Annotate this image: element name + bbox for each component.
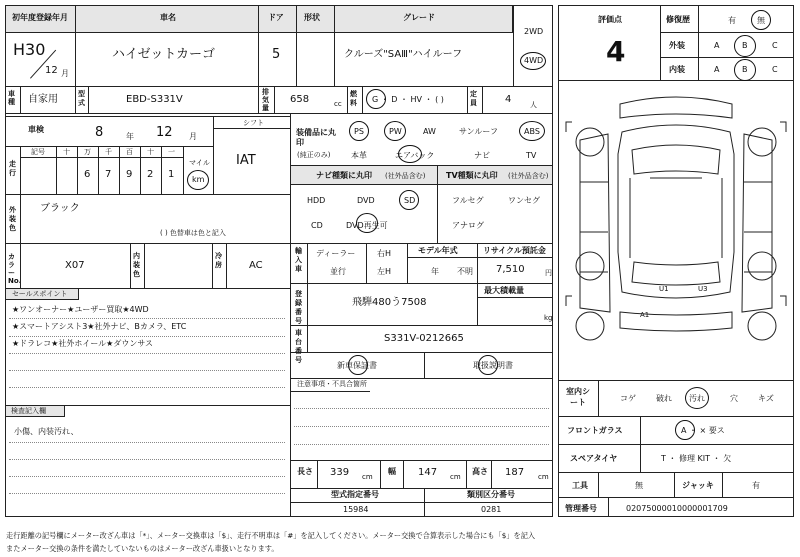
recycle-unit: 円 (545, 269, 552, 277)
header-row (5, 5, 513, 33)
model-value: EBD-S331V (126, 94, 183, 105)
sales-point-line-1: ★ワンオーナー★ユーザー買取★4WD (12, 305, 149, 314)
tools-label: 工具 (572, 481, 588, 490)
model-year-label: モデル年式 (418, 246, 458, 255)
windshield-label: フロントガラス (567, 426, 623, 435)
mileage-head-0: 記号 (31, 148, 45, 156)
category-no-value: 0281 (481, 505, 502, 514)
mileage-digit-6: 1 (168, 169, 175, 180)
color-no-value: X07 (65, 260, 85, 271)
navi-small: (社外品含む) (385, 172, 426, 180)
navi-cd: CD (311, 221, 323, 230)
mileage-head-5: 十 (147, 148, 154, 156)
new-warranty: 新車保証書 (337, 361, 377, 370)
model-year-unit: 年 (431, 267, 439, 276)
first-reg-year: H30 (13, 40, 46, 59)
mileage-head-1: 十 (63, 148, 70, 156)
navi-dvd-play: DVD再生可 (346, 221, 388, 230)
navi-sd: SD (404, 196, 416, 205)
model-year-unknown: 不明 (457, 267, 473, 276)
seat-opt-ana: 穴 (730, 394, 738, 403)
interior-a: A (714, 65, 720, 74)
navi-hdd: HDD (307, 196, 326, 205)
repair-yes: 有 (728, 16, 736, 25)
sales-point-line-3: ★ドラレコ★社外ホイール★ダウンサス (12, 339, 154, 348)
mileage-digit-2: 6 (84, 169, 91, 180)
mileage-head-2: 万 (84, 148, 91, 156)
first-reg-month-unit: 月 (61, 69, 69, 78)
tv-fullseg: フルセグ (452, 196, 484, 205)
diagram-u1: U1 (659, 285, 669, 293)
height-label: 高さ (472, 467, 488, 476)
shift-label: シフト (243, 119, 264, 127)
mgmt-value: 02075000010000001709 (626, 504, 728, 513)
capacity-label: 定員 (470, 90, 477, 107)
tv-oneseg: ワンセグ (508, 196, 540, 205)
displacement-label: 排気量 (262, 88, 269, 112)
ac-value: AC (249, 260, 263, 271)
import-dealer: ディーラー (316, 249, 356, 258)
chassis-label: 車台番号 (295, 329, 302, 364)
color-value: ブラック (40, 203, 80, 214)
interior-eval-label: 内装 (669, 65, 685, 74)
door-label: ドア (268, 13, 284, 22)
equip-sunroof: サンルーフ (459, 127, 498, 136)
interior-b: B (742, 65, 748, 74)
navi-dvd: DVD (357, 196, 375, 205)
seat-opt-koge: コゲ (620, 394, 636, 403)
grade-label: グレード (403, 13, 435, 22)
tv-small: (社外品含む) (508, 172, 549, 180)
notes-label: 注意事項・不具合箇所 (297, 380, 367, 388)
recycle-label: リサイクル預託金 (483, 246, 546, 255)
category-no-label: 類別区分番号 (467, 490, 515, 499)
fuel-options: G ・ D ・ HV ・ ( ) (372, 95, 444, 104)
inspection-year-unit: 年 (126, 132, 134, 141)
repair-no: 無 (757, 16, 765, 25)
exterior-b: B (742, 41, 748, 50)
height-unit: cm (538, 473, 549, 481)
mileage-head-6: 一 (168, 148, 175, 156)
max-load-label: 最大積載量 (484, 286, 524, 295)
equip-abs: ABS (524, 127, 540, 136)
max-load-unit: kg (544, 314, 553, 322)
type-cert-value: 15984 (343, 505, 369, 514)
ac-label: 冷房 (215, 252, 222, 269)
equip-tv: TV (526, 151, 537, 160)
seat-opt-kizu: キズ (758, 394, 774, 403)
car-body-diagram (560, 82, 792, 378)
interior-c: C (772, 65, 778, 74)
displacement-value: 658 (290, 94, 310, 105)
inspection-month: 12 (156, 125, 173, 140)
inspection-month-unit: 月 (189, 132, 197, 141)
equipment-sublabel: (純正のみ) (297, 151, 331, 159)
chassis-value: S331V-0212665 (384, 333, 464, 344)
drive-2wd: 2WD (524, 27, 544, 36)
fuel-label: 燃料 (350, 90, 357, 107)
car-name: ハイゼットカーゴ (112, 47, 215, 62)
registration-value: 飛騨480う7508 (352, 297, 427, 308)
navi-label: ナビ種類に丸印 (316, 171, 372, 180)
registration-label: 登録番号 (295, 290, 302, 325)
width-label: 幅 (388, 467, 396, 476)
diagram-a1: A1 (640, 311, 650, 319)
color-no-label: カラーNo. (8, 253, 22, 285)
handle-left: 左H (377, 267, 392, 276)
first-reg-month: 12 (45, 65, 58, 76)
mileage-digit-5: 2 (147, 169, 154, 180)
inspection-year: 8 (95, 125, 104, 140)
color-label: 外装色 (9, 206, 16, 232)
equip-ps: PS (354, 127, 364, 136)
shape-label: 形状 (304, 13, 320, 22)
jack-value: 有 (752, 481, 760, 490)
seat-opt-yabure: 破れ (656, 394, 672, 403)
displacement-unit: cc (334, 100, 342, 108)
footer-line-1: 走行距離の記号欄にメーター改ざん車は「*」、メーター交換車は「$」、走行不明車は「#」を記入してください。メーター交換で合算表示した場合にも「$」を記入 (6, 531, 536, 540)
score-label: 評価点 (598, 15, 622, 24)
score-value: 4 (606, 35, 626, 68)
inspection-label: 車検 (28, 125, 44, 134)
inspector-note-text: 小傷、内装汚れ、 (14, 427, 79, 436)
spare-label: スペアタイヤ (570, 454, 618, 463)
repair-label: 修復歴 (666, 15, 690, 24)
recycle-value: 7,510 (496, 264, 525, 275)
footer-line-2: またメーター交換の条件を満たしていないものはメーター改ざん車扱いとなります。 (6, 544, 279, 553)
seat-label: 室内シート (566, 387, 590, 407)
mileage-head-3: 千 (105, 148, 112, 156)
diagram-u3: U3 (698, 285, 708, 293)
door-count: 5 (272, 47, 281, 62)
seat-opt-yogore: 汚れ (689, 394, 705, 403)
capacity-unit: 人 (530, 101, 537, 109)
shift-value: IAT (236, 153, 256, 168)
tools-value: 無 (635, 481, 643, 490)
length-value: 339 (330, 467, 350, 478)
import-parallel: 並行 (330, 267, 346, 276)
mileage-unit-km: km (192, 175, 205, 184)
capacity-value: 4 (505, 94, 512, 105)
exterior-c: C (772, 41, 778, 50)
windshield-opts: A ・ × 要ス (681, 426, 725, 435)
sales-point-line-2: ★スマートアシスト3★社外ナビ、Bカメラ、ETC (12, 322, 187, 331)
mileage-label: 走行 (9, 160, 16, 177)
tv-analog: アナログ (452, 221, 484, 230)
length-label: 長さ (297, 467, 313, 476)
width-value: 147 (418, 467, 438, 478)
length-unit: cm (362, 473, 373, 481)
type-cert-label: 型式指定番号 (331, 490, 379, 499)
model-label: 型式 (78, 90, 85, 107)
category-label: 車種 (8, 90, 15, 106)
first-reg-label: 初年度登録年月 (12, 13, 68, 22)
exterior-a: A (714, 41, 720, 50)
handle-right: 右H (377, 249, 392, 258)
mileage-unit-mile: マイル (189, 159, 210, 167)
exterior-label: 外装 (669, 41, 685, 50)
sales-points-label: セールスポイント (12, 290, 68, 298)
equip-airbag: エアバック (395, 151, 435, 160)
equip-leather: 本革 (351, 151, 367, 160)
mileage-digit-4: 9 (126, 169, 133, 180)
mileage-digit-3: 7 (105, 169, 112, 180)
grade-value: クルーズ"SAⅢ"ハイルーフ (344, 49, 463, 60)
drive-4wd: 4WD (524, 56, 544, 65)
tv-label: TV種類に丸印 (446, 171, 498, 180)
mileage-head-4: 百 (126, 148, 133, 156)
mgmt-label: 管理番号 (565, 504, 597, 513)
spare-opts: T ・ 修理 KIT ・ 欠 (661, 454, 732, 463)
equip-aw: AW (423, 127, 436, 136)
equip-navi: ナビ (474, 151, 490, 160)
color-note: ( ) 色替車は色と記入 (160, 229, 226, 237)
height-value: 187 (505, 467, 525, 478)
width-unit: cm (450, 473, 461, 481)
jack-label: ジャッキ (682, 481, 714, 490)
category-value: 自家用 (28, 94, 58, 105)
manual: 取扱説明書 (473, 361, 513, 370)
equipment-label: 装備品に丸印 (296, 128, 336, 147)
main-form-frame (5, 5, 553, 517)
interior-label: 内装色 (133, 252, 140, 278)
car-name-label: 車名 (160, 13, 176, 22)
inspector-note-label: 検査記入欄 (11, 407, 46, 415)
equip-pw: PW (389, 127, 402, 136)
import-label: 輸入車 (295, 247, 302, 273)
